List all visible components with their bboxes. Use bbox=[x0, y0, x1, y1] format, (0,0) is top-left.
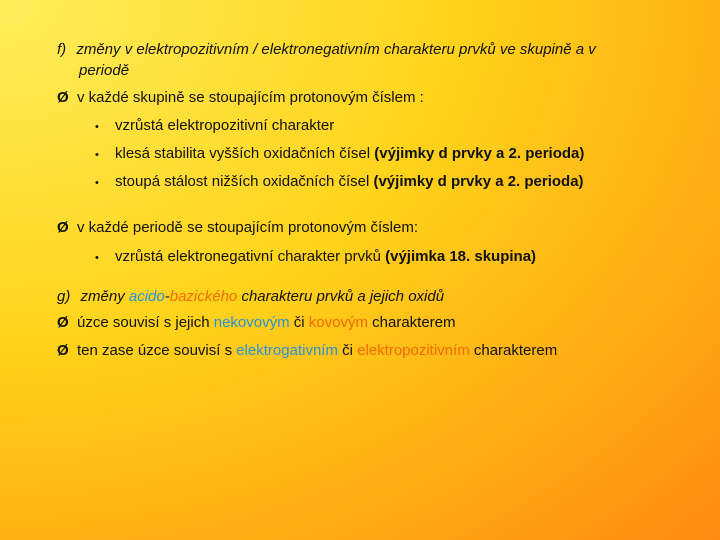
arrow-bullet-icon: Ø bbox=[57, 89, 69, 106]
list-item-text: vzrůstá elektronegativní charakter prvků bbox=[115, 248, 386, 265]
g-line bbox=[57, 341, 557, 361]
list-item bbox=[95, 247, 536, 268]
g-line-pre: úzce souvisí s jejich bbox=[77, 314, 214, 331]
g-line-post: charakterem bbox=[469, 342, 558, 359]
group-heading-text: v každé skupině se stoupajícím protonovým číslem : bbox=[77, 89, 424, 106]
arrow-bullet-icon: Ø bbox=[57, 342, 69, 359]
arrow-bullet-icon: Ø bbox=[57, 314, 69, 331]
list-item bbox=[95, 144, 584, 165]
list-item-text: vzrůstá elektropozitivní charakter bbox=[115, 117, 335, 134]
section-f-title-line2: periodě bbox=[79, 62, 130, 79]
bullet-icon: • bbox=[95, 121, 99, 133]
g-line-post: charakterem bbox=[367, 314, 456, 331]
bullet-icon: • bbox=[95, 149, 99, 161]
period-heading-text: v každé periodě se stoupajícím protonovým číslem: bbox=[77, 219, 418, 236]
arrow-bullet-icon: Ø bbox=[57, 219, 69, 236]
g-line-mid: či bbox=[337, 342, 358, 359]
section-g-pre: změny bbox=[80, 288, 129, 305]
bullet-icon: • bbox=[95, 252, 99, 264]
bullet-icon: • bbox=[95, 177, 99, 189]
section-f-label: f) bbox=[57, 41, 67, 58]
g-line-mid: či bbox=[289, 314, 309, 331]
term-elektrogativnim: elektrogativním bbox=[236, 342, 338, 359]
list-item-text: klesá stabilita vyšších oxidačních čísel bbox=[115, 145, 375, 162]
group-heading bbox=[57, 88, 424, 108]
term-acido: acido bbox=[128, 288, 165, 305]
list-item-exception: (výjimka 18. skupina) bbox=[385, 248, 537, 265]
term-bazickeho: bazického bbox=[169, 288, 238, 305]
term-elektropozitivnim: elektropozitivním bbox=[357, 342, 470, 359]
term-kovovym: kovovým bbox=[308, 314, 368, 331]
term-dash: - bbox=[164, 288, 170, 305]
g-line-pre: ten zase úzce souvisí s bbox=[77, 342, 237, 359]
list-item-exception: (výjimky d prvky a 2. perioda) bbox=[374, 145, 585, 162]
list-item bbox=[95, 116, 334, 137]
section-f-title-line1: změny v elektropozitivním / elektronegativním charakteru prvků ve skupině a v bbox=[76, 41, 596, 58]
list-item-text: stoupá stálost nižších oxidačních čísel bbox=[115, 173, 374, 190]
section-g-heading bbox=[57, 287, 444, 307]
term-nekovovym: nekovovým bbox=[213, 314, 290, 331]
list-item bbox=[95, 172, 584, 193]
section-f-heading bbox=[57, 40, 596, 60]
section-g-post: charakteru prvků a jejich oxidů bbox=[237, 288, 445, 305]
section-g-label: g) bbox=[57, 288, 71, 305]
period-heading bbox=[57, 218, 418, 238]
list-item-exception: (výjimky d prvky a 2. perioda) bbox=[373, 173, 584, 190]
g-line bbox=[57, 313, 456, 333]
